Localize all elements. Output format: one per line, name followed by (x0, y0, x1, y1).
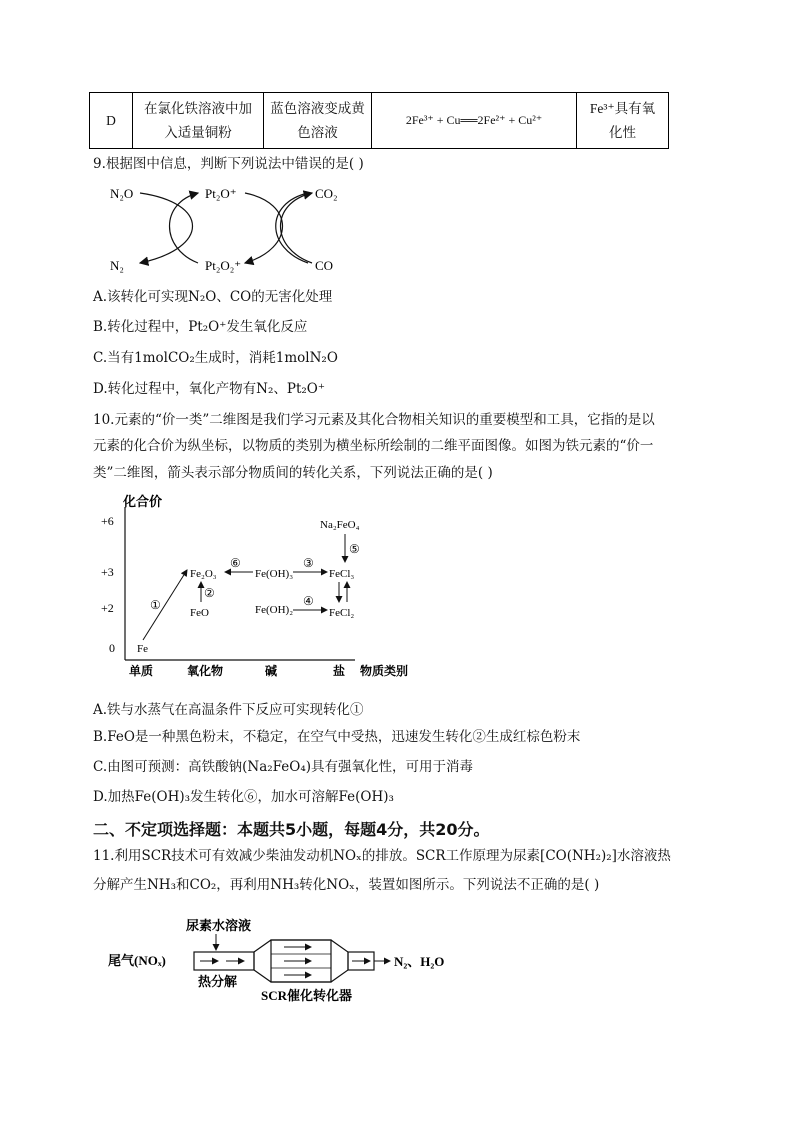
xtick-base: 碱 (265, 664, 278, 678)
feoh3-label: Fe(OH)₃ (255, 568, 294, 580)
fecl2-label: FeCl₂ (329, 607, 355, 619)
q11-stem-line1: 11.利用SCR技术可有效减少柴油发动机NOₓ的排放。SCR工作原理为尿素[CO(NH₂)₂]水溶液热 (93, 848, 671, 864)
operation-cell (133, 93, 264, 149)
co-label: CO (315, 258, 334, 273)
xtick-salt: 盐 (333, 664, 346, 678)
y-axis-label: 化合价 (123, 494, 163, 509)
q10-valence-class-chart (95, 492, 425, 682)
feo-label: FeO (190, 607, 209, 619)
pt2o2-plus-label: Pt₂O₂⁺ (205, 258, 242, 273)
phenomenon-cell (264, 93, 372, 149)
arrow-6-label: ⑥ (230, 556, 241, 570)
q9-option-a: A.该转化可实现N₂O、CO的无害化处理 (93, 289, 333, 305)
q9-option-b: B.转化过程中，Pt₂O⁺发生氧化反应 (93, 319, 308, 335)
q10-option-c: C.由图可预测：高铁酸钠(Na₂FeO₄)具有强氧化性，可用于消毒 (93, 759, 474, 775)
q10-option-d: D.加热Fe(OH)₃发生转化⑥，加水可溶解Fe(OH)₃ (93, 789, 394, 805)
n2-label: N₂ (110, 258, 124, 273)
co2-label: CO₂ (315, 186, 338, 201)
pt2o-to-pt2o2-arc (245, 193, 283, 263)
operation-line1: 在氯化铁溶液中加 (144, 100, 252, 116)
conclusion-cell (577, 93, 669, 149)
q11-stem-line2: 分解产生NH₃和CO₂，再利用NH₃转化NOₓ，装置如图所示。下列说法不正确的是( ) (93, 877, 600, 893)
fe-label: Fe (137, 643, 148, 655)
equation-cell: 2Fe³⁺ + Cu══2Fe²⁺ + Cu²⁺ (372, 93, 577, 149)
q10-option-b: B.FeO是一种黑色粉末，不稳定，在空气中受热，迅速发生转化②生成红棕色粉末 (93, 729, 581, 745)
ytick-plus3: +3 (101, 565, 114, 579)
feoh2-label: Fe(OH)₂ (255, 604, 294, 616)
arrow-3-label: ③ (303, 556, 314, 570)
scr-label: SCR催化转化器 (261, 988, 353, 1003)
operation-line2: 入适量铜粉 (164, 124, 232, 140)
q10-stem-line1: 10.元素的“价一类”二维图是我们学习元素及其化合物相关知识的重要模型和工具，它指的是以 (93, 412, 655, 428)
xtick-element: 单质 (129, 664, 154, 678)
n2o-label: N₂O (110, 186, 134, 201)
arrow-1-label: ① (150, 598, 161, 612)
pt2o2-to-pt2o-arc (170, 193, 199, 263)
co-to-co2-arc (281, 193, 313, 263)
arrow-4-label: ④ (303, 594, 314, 608)
xtick-oxide: 氧化物 (187, 664, 224, 678)
q10-stem-line3: 类”二维图，箭头表示部分物质间的转化关系，下列说法正确的是( ) (93, 465, 493, 481)
conclusion-line1: Fe³⁺具有氧 (589, 100, 656, 116)
arrow-5-label: ⑤ (349, 542, 360, 556)
q11-scr-diagram (106, 912, 466, 1007)
na2feo4-label: Na₂FeO₄ (320, 519, 360, 531)
arrow-2-label: ② (204, 586, 215, 600)
conclusion-line2: 化性 (609, 124, 636, 140)
fe2o3-label: Fe₂O₃ (190, 568, 217, 580)
thermal-label: 热分解 (198, 974, 238, 989)
section2-title: 二、不定项选择题：本题共5小题，每题4分，共20分。 (93, 820, 490, 839)
fecl3-label: FeCl₃ (329, 568, 355, 580)
phenomenon-line2: 色溶液 (297, 124, 338, 140)
phenomenon-line1: 蓝色溶液变成黄 (270, 100, 365, 116)
urea-label: 尿素水溶液 (186, 918, 252, 933)
q9-option-d: D.转化过程中，氧化产物有N₂、Pt₂O⁺ (93, 381, 325, 397)
ytick-zero: 0 (109, 641, 115, 655)
exhaust-label: 尾气(NOₓ) (108, 953, 166, 968)
q9-cycle-diagram (100, 178, 360, 278)
q9-stem: 9.根据图中信息，判断下列说法中错误的是( ) (93, 156, 364, 172)
products-label: N₂、H₂O (394, 954, 445, 969)
ytick-plus2: +2 (101, 601, 114, 615)
option-cell: D (90, 93, 133, 149)
x-axis-label: 物质类别 (360, 664, 409, 678)
n2o-to-n2-arc (140, 193, 193, 263)
q9-option-c: C.当有1molCO₂生成时，消耗1molN₂O (93, 350, 338, 366)
q10-option-a: A.铁与水蒸气在高温条件下反应可实现转化① (93, 702, 364, 718)
q10-stem-line2: 元素的化合价为纵坐标，以物质的类别为横坐标所绘制的二维平面图像。如图为铁元素的“价一 (93, 438, 654, 454)
ytick-plus6: +6 (101, 514, 114, 528)
q8-table-row-d (89, 92, 669, 149)
pt2o-plus-label: Pt₂O⁺ (205, 186, 237, 201)
